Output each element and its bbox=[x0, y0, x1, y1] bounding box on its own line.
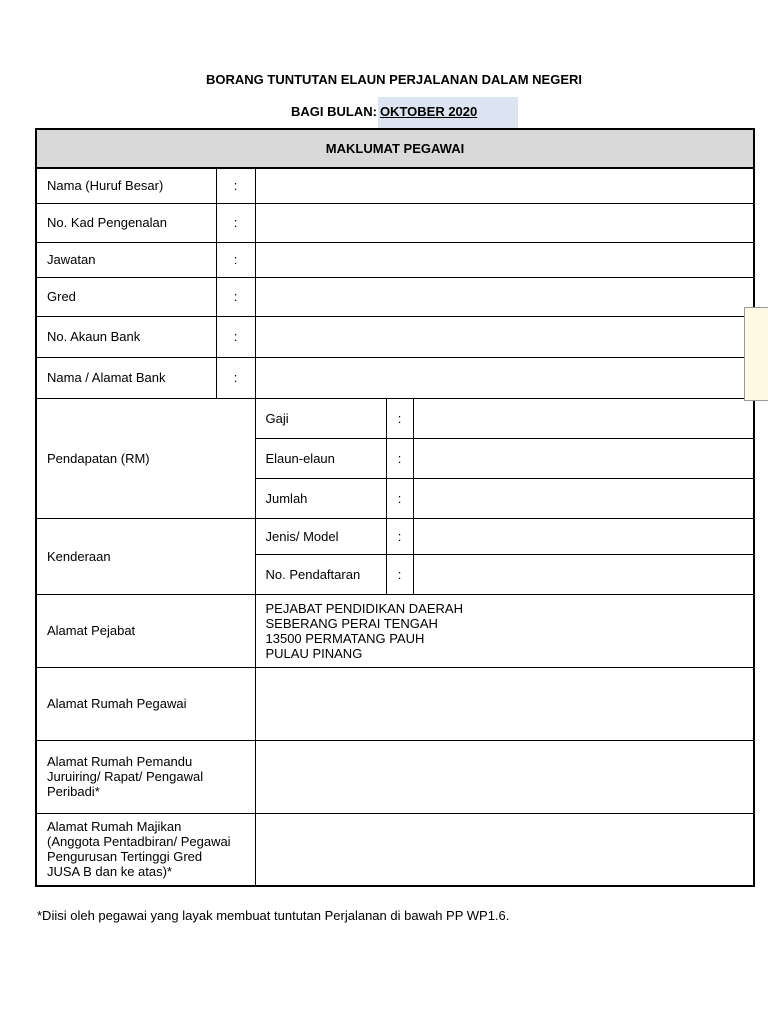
table-row bbox=[36, 813, 754, 886]
section-header: MAKLUMAT PEGAWAI bbox=[36, 129, 754, 168]
label-kenderaan: Kenderaan bbox=[36, 518, 255, 594]
colon: : bbox=[386, 518, 413, 554]
label-jenis-model: Jenis/ Model bbox=[255, 518, 386, 554]
label-pendapatan: Pendapatan (RM) bbox=[36, 398, 255, 518]
table-row bbox=[36, 357, 754, 398]
label-kad-pengenalan: No. Kad Pengenalan bbox=[36, 203, 216, 242]
colon: : bbox=[386, 438, 413, 478]
table-row bbox=[36, 316, 754, 357]
form-title: BORANG TUNTUTAN ELAUN PERJALANAN DALAM NEGERI bbox=[205, 72, 583, 87]
table-row bbox=[36, 168, 754, 203]
label-alamat-rumah-pegawai: Alamat Rumah Pegawai bbox=[36, 667, 255, 740]
label-gred: Gred bbox=[36, 277, 216, 316]
value-alamat-pejabat[interactable]: PEJABAT PENDIDIKAN DAERAH SEBERANG PERAI TENGAH 13500 PERMATANG PAUH PULAU PINANG bbox=[255, 594, 754, 667]
colon: : bbox=[386, 554, 413, 594]
table-row bbox=[36, 740, 754, 813]
table-row bbox=[36, 277, 754, 316]
table-row bbox=[36, 242, 754, 277]
value-elaun[interactable] bbox=[413, 438, 754, 478]
value-alamat-rumah-pegawai[interactable] bbox=[255, 667, 754, 740]
colon: : bbox=[216, 316, 255, 357]
table-row bbox=[36, 518, 754, 554]
table-row bbox=[36, 398, 754, 438]
colon: : bbox=[216, 277, 255, 316]
label-akaun-bank: No. Akaun Bank bbox=[36, 316, 216, 357]
value-jumlah[interactable] bbox=[413, 478, 754, 518]
label-no-pendaftaran: No. Pendaftaran bbox=[255, 554, 386, 594]
label-gaji: Gaji bbox=[255, 398, 386, 438]
value-gaji[interactable] bbox=[413, 398, 754, 438]
value-nama[interactable] bbox=[255, 168, 754, 203]
label-alamat-rumah-majikan: Alamat Rumah Majikan (Anggota Pentadbiran/ Pegawai Pengurusan Tertinggi Gred JUSA B dan ke atas)* bbox=[36, 813, 255, 886]
month-label: BAGI BULAN: bbox=[291, 104, 377, 119]
value-gred[interactable] bbox=[255, 277, 754, 316]
colon: : bbox=[386, 398, 413, 438]
colon: : bbox=[216, 203, 255, 242]
footnote: *Diisi oleh pegawai yang layak membuat tuntutan Perjalanan di bawah PP WP1.6. bbox=[37, 908, 510, 923]
label-jawatan: Jawatan bbox=[36, 242, 216, 277]
table-row bbox=[36, 594, 754, 667]
value-akaun-bank[interactable] bbox=[255, 316, 754, 357]
label-elaun: Elaun-elaun bbox=[255, 438, 386, 478]
table-row bbox=[36, 203, 754, 242]
value-kad-pengenalan[interactable] bbox=[255, 203, 754, 242]
value-jawatan[interactable] bbox=[255, 242, 754, 277]
employee-info-table bbox=[35, 128, 755, 887]
colon: : bbox=[216, 357, 255, 398]
colon: : bbox=[386, 478, 413, 518]
table-row bbox=[36, 667, 754, 740]
value-jenis-model[interactable] bbox=[413, 518, 754, 554]
label-alamat-rumah-pemandu: Alamat Rumah Pemandu Juruiring/ Rapat/ Pengawal Peribadi* bbox=[36, 740, 255, 813]
value-no-pendaftaran[interactable] bbox=[413, 554, 754, 594]
label-alamat-pejabat: Alamat Pejabat bbox=[36, 594, 255, 667]
label-alamat-bank: Nama / Alamat Bank bbox=[36, 357, 216, 398]
value-alamat-rumah-majikan[interactable] bbox=[255, 813, 754, 886]
value-alamat-bank[interactable] bbox=[255, 357, 754, 398]
label-nama: Nama (Huruf Besar) bbox=[36, 168, 216, 203]
colon: : bbox=[216, 242, 255, 277]
value-alamat-rumah-pemandu[interactable] bbox=[255, 740, 754, 813]
label-jumlah: Jumlah bbox=[255, 478, 386, 518]
side-comment-stub bbox=[744, 307, 768, 401]
colon: : bbox=[216, 168, 255, 203]
month-value-field[interactable]: OKTOBER 2020 bbox=[378, 97, 518, 133]
